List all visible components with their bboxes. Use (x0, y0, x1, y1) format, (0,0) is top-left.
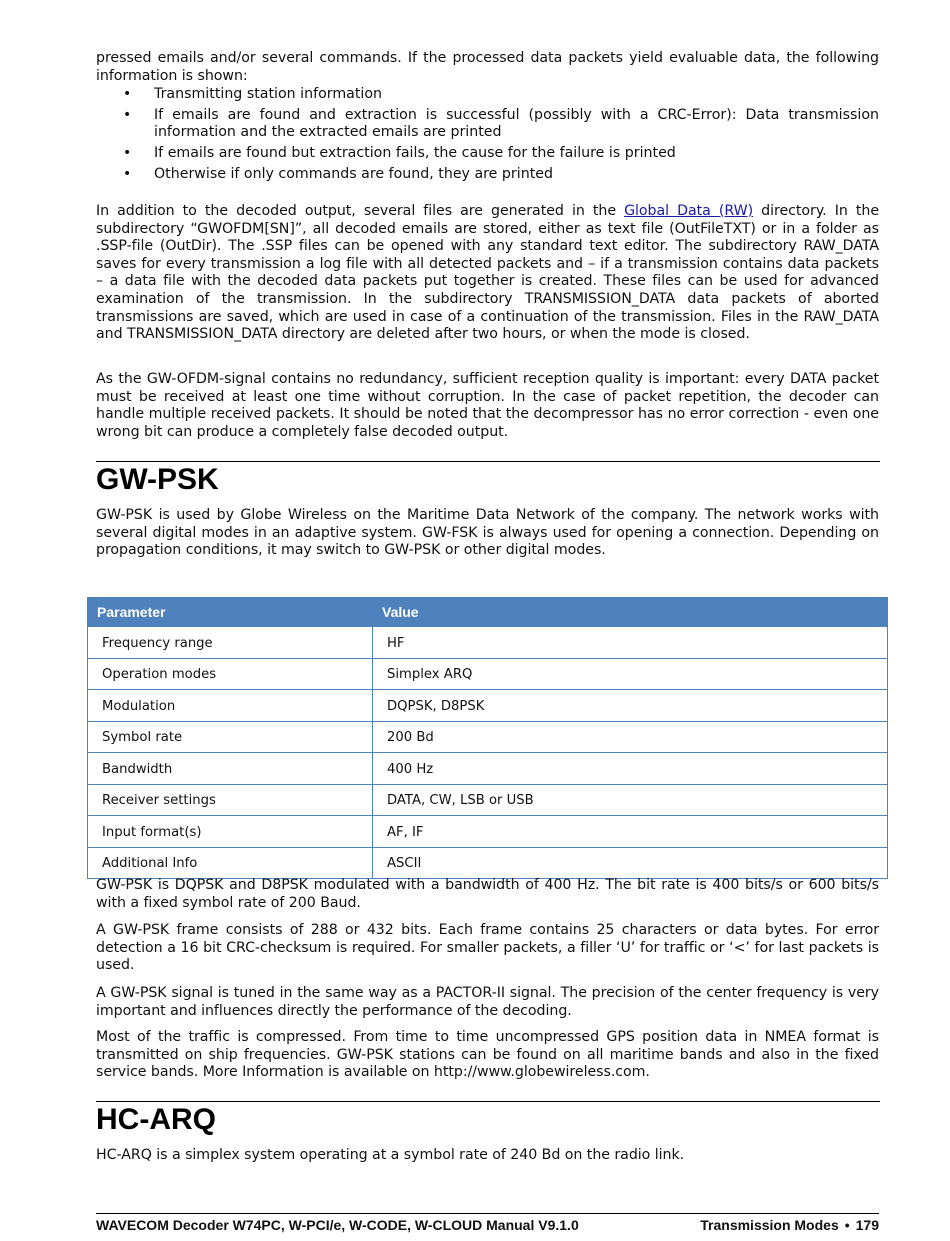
value-cell: ASCII (373, 847, 888, 879)
value-cell: 200 Bd (373, 721, 888, 753)
footer-manual-title: WAVECOM Decoder W74PC, W-PCI/e, W-CODE, W-CLOUD Manual V9.1.0 (96, 1217, 579, 1233)
table-row (88, 658, 888, 690)
files-paragraph: In addition to the decoded output, several files are generated in the Global Data (RW) directory. In the subdirectory “GWOFDM[SN]”, all decoded emails are stored, either as text file (OutFileTXT) or in a folder as .SSP-file (OutDir). The .SSP files can be opened with any standard text editor. The subdirectory RAW_DATA saves for every transmission a log file with all detected packets and – if a transmission contains data packets – a data file with the decoded data packets put together is created. These files can be used for advanced examination of the transmission. In the subdirectory TRANSMISSION_DATA data packets of aborted transmissions are saved, which are used in case of a continuation of the transmission. Files in the RAW_DATA and TRANSMISSION_DATA directory are deleted after two hours, or when the mode is closed. (96, 203, 880, 343)
footer-section-name: Transmission Modes (700, 1217, 839, 1233)
bullet-icon: • (123, 86, 132, 103)
value-cell: Simplex ARQ (373, 658, 888, 690)
parameter-cell: Additional Info (88, 847, 373, 879)
hc-arq-intro: HC-ARQ is a simplex system operating at a symbol rate of 240 Bd on the radio link. (96, 1147, 685, 1163)
value-cell: DQPSK, D8PSK (373, 690, 888, 722)
list-item: • If emails are found but extraction fails, the cause for the failure is printed (123, 144, 676, 161)
gw-psk-paragraph-tuning: A GW-PSK signal is tuned in the same way as a PACTOR-II signal. The precision of the center frequency is very important and influences directly the performance of the decoding. (96, 985, 879, 1019)
list-item: • Otherwise if only commands are found, they are printed (123, 165, 553, 182)
table-row (88, 753, 888, 785)
page-footer (96, 1216, 879, 1234)
column-header-parameter: Parameter (88, 598, 373, 627)
footer-page-number: 179 (855, 1217, 879, 1233)
table-row (88, 784, 888, 816)
gw-psk-intro: GW-PSK is used by Globe Wireless on the Maritime Data Network of the company. The network works with several digital modes in an adaptive system. GW-FSK is always used for opening a connection. Depending on propagation conditions, it may switch to GW-PSK or other digital modes. (96, 507, 879, 559)
parameter-cell: Receiver settings (88, 784, 373, 816)
table-row (88, 847, 888, 879)
parameter-cell: Symbol rate (88, 721, 373, 753)
column-header-value: Value (373, 598, 888, 627)
list-item: • Transmitting station information (123, 86, 383, 103)
section-heading-hc-arq: HC-ARQ (96, 1103, 216, 1136)
parameter-cell: Input format(s) (88, 816, 373, 848)
bullet-icon: • (123, 106, 132, 123)
intro-bullet-list (96, 86, 879, 183)
gw-psk-paragraph-frame: A GW-PSK frame consists of 288 or 432 bits. Each frame contains 25 characters or data bytes. For error detection a 16 bit CRC-checksum is required. For smaller packets, a filler ‘U’ for traffic or ‘<’ for last packets is used. (96, 922, 879, 974)
value-cell: AF, IF (373, 816, 888, 848)
footer-bullet-icon: • (844, 1217, 850, 1233)
table-row (88, 721, 888, 753)
parameter-cell: Bandwidth (88, 753, 373, 785)
table-header-row (88, 598, 888, 627)
section-heading-gw-psk: GW-PSK (96, 463, 219, 496)
bullet-icon: • (123, 144, 132, 161)
value-cell: 400 Hz (373, 753, 888, 785)
footer-divider (96, 1213, 879, 1214)
table-row (88, 690, 888, 722)
value-cell: DATA, CW, LSB or USB (373, 784, 888, 816)
global-data-link[interactable]: Global Data (RW) (624, 203, 754, 219)
parameter-cell: Frequency range (88, 627, 373, 659)
parameter-cell: Operation modes (88, 658, 373, 690)
list-item: • If emails are found and extraction is successful (possibly with a CRC-Error): Data transmission information and the extracted emails are printed (123, 106, 879, 141)
table-row (88, 627, 888, 659)
redundancy-paragraph: As the GW-OFDM-signal contains no redundancy, sufficient reception quality is important: every DATA packet must be received at least one time without corruption. In the case of packet repetition, the decoder can handle multiple received packets. It should be noted that the decompressor has no error correction - even one wrong bit can produce a completely false decoded output. (96, 371, 879, 440)
intro-paragraph: pressed emails and/or several commands. If the processed data packets yield evaluable data, the following information is shown: (96, 50, 879, 84)
parameter-table (87, 597, 888, 879)
parameter-cell: Modulation (88, 690, 373, 722)
value-cell: HF (373, 627, 888, 659)
gw-psk-paragraph-bitrate: GW-PSK is DQPSK and D8PSK modulated with a bandwidth of 400 Hz. The bit rate is 400 bits/s or 600 bits/s with a fixed symbol rate of 200 Baud. (96, 877, 879, 911)
footer-page-info (700, 1216, 879, 1234)
bullet-icon: • (123, 165, 132, 182)
gw-psk-paragraph-traffic: Most of the traffic is compressed. From time to time uncompressed GPS position data in NMEA format is transmitted on ship frequencies. GW-PSK stations can be found on all maritime bands and also in the fixed service bands. More Information is available on http://www.globewireless.com. (96, 1029, 879, 1081)
table-row (88, 816, 888, 848)
